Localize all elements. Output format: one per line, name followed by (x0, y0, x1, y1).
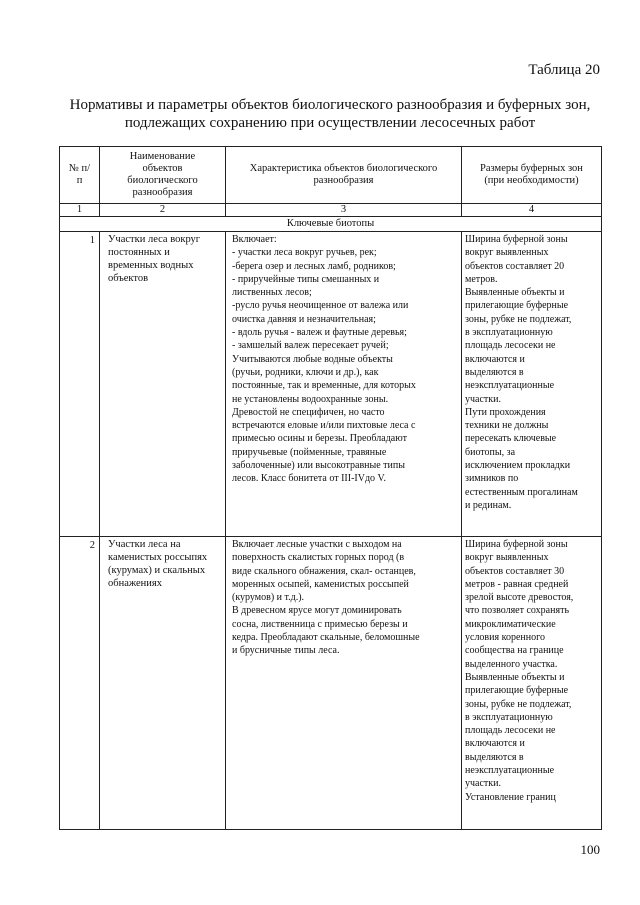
text-line: выделенного участка. (465, 658, 558, 670)
header-characteristics: Характеристика объектов биологического разнообразия (226, 147, 462, 204)
text-line: поверхность скалистых горных пород (в (232, 552, 405, 564)
text-line: площадь лесосеки не (465, 340, 556, 352)
text-line: не установлены водоохранные зоны. (232, 393, 389, 405)
text-line: Учитываются любые водные объекты (232, 353, 393, 365)
row-number: 2 (60, 537, 100, 830)
text-line: выделяются в (465, 751, 524, 763)
text-line: приручьевые (пойменные, травяные (232, 446, 387, 458)
text-line: - замшелый валеж пересекает ручей; (232, 340, 389, 352)
section-title: Ключевые биотопы (60, 217, 602, 232)
object-characteristics (226, 537, 462, 830)
text-line: Установление границ (465, 791, 556, 803)
text-line: прилегающие буферные (465, 685, 569, 697)
text-line: лесов. Класс бонитета от III-IVдо V. (232, 473, 386, 485)
text-line: Включает: (232, 234, 277, 245)
text-line: зрелой высоте древостоя, (465, 592, 574, 604)
page-title: Нормативы и параметры объектов биологического разнообразия и буферных зон, подлежащих сохранению при осуществлении лесосечных работ (69, 97, 591, 131)
table-header-row (60, 147, 602, 204)
text-line: в эксплуатационную (465, 711, 553, 723)
text-line: объектов составляет 20 (465, 260, 565, 272)
object-name: Участки леса на каменистых россыпях (курумах) и скальных обнажениях (100, 537, 226, 830)
text-line: моренных осыпей, каменистых россыпей (232, 578, 409, 590)
column-number: 1 (60, 204, 100, 217)
text-line: объектов составляет 30 (465, 565, 565, 577)
text-line: биотопы, за (465, 446, 516, 458)
table-row (60, 232, 602, 537)
text-line: метров. (465, 273, 498, 285)
text-line: - участки леса вокруг ручьев, рек; (232, 247, 377, 259)
text-line: естественным прогалинам (465, 486, 578, 498)
text-line: техники не должны (465, 420, 549, 432)
text-line: и рединам. (465, 499, 512, 511)
text-line: Ширина буферной зоны (465, 539, 568, 550)
text-line: сообщества на границе (465, 645, 564, 657)
column-number: 3 (226, 204, 462, 217)
text-line: -русло ручья неочищенное от валежа или (232, 300, 409, 312)
text-line: зоны, рубке не подлежат, (465, 698, 572, 710)
text-line: микроклиматические (465, 618, 556, 630)
text-line: - вдоль ручья - валеж и фаутные деревья; (232, 327, 407, 339)
text-line: постоянные, так и временные, для которых (232, 380, 416, 392)
text-line: Выявленные объекты и (465, 287, 565, 299)
object-characteristics (226, 232, 462, 537)
text-line: Древостой не специфичен, но часто (232, 406, 385, 418)
biodiversity-table (59, 146, 602, 830)
text-line: неэксплуатационные (465, 765, 555, 777)
text-line: выделяются в (465, 366, 524, 378)
text-line: пересекать ключевые (465, 433, 557, 445)
text-line: неэксплуатационные (465, 380, 555, 392)
buffer-zone-size (462, 232, 602, 537)
text-line: Выявленные объекты и (465, 671, 565, 683)
text-line: виде скального обнажения, скал- останцев, (232, 565, 416, 577)
text-line: площадь лесосеки не (465, 725, 556, 737)
text-line: исключением прокладки (465, 460, 571, 472)
text-line: условия коренного (465, 632, 545, 644)
text-line: очистка давняя и незначительная; (232, 313, 376, 325)
header-number: № п/п (60, 147, 100, 204)
text-line: прилегающие буферные (465, 300, 569, 312)
text-line: В древесном ярусе могут доминировать (232, 605, 402, 617)
text-line: сосна, лиственница с примесью березы и (232, 618, 408, 630)
column-numbers-row (60, 204, 602, 217)
text-line: - приручейные типы смешанных и (232, 273, 380, 285)
text-line: и брусничные типы леса. (232, 645, 340, 657)
text-line: вокруг выявленных (465, 247, 549, 259)
object-name: Участки леса вокруг постоянных и временных водных объектов (100, 232, 226, 537)
text-line: метров - равная средней (465, 578, 569, 590)
table-row (60, 537, 602, 830)
text-line: Ширина буферной зоны (465, 234, 568, 245)
text-line: включаются и (465, 353, 525, 365)
column-number: 2 (100, 204, 226, 217)
table-caption: Таблица 20 (528, 62, 600, 78)
text-line: включаются и (465, 738, 525, 750)
header-name: Наименование объектов биологического разнообразия (100, 147, 226, 204)
text-line: что позволяет сохранять (465, 605, 569, 617)
row-number: 1 (60, 232, 100, 537)
text-line: лиственных лесов; (232, 287, 312, 299)
text-line: примесью осины и березы. Преобладают (232, 433, 407, 445)
text-line: участки. (465, 778, 501, 790)
text-line: кедра. Преобладают скальные, беломошные (232, 632, 420, 644)
text-line: вокруг выявленных (465, 552, 549, 564)
buffer-zone-size (462, 537, 602, 830)
header-buffer-size: Размеры буферных зон (при необходимости) (462, 147, 602, 204)
text-line: зимников по (465, 473, 519, 485)
text-line: участки. (465, 393, 501, 405)
text-line: (курумов) и т.д.). (232, 592, 305, 604)
text-line: заболоченные) или высокотравные типы (232, 460, 405, 472)
text-line: в эксплуатационную (465, 327, 553, 339)
text-line: (ручьи, родники, ключи и др.), как (232, 366, 379, 378)
text-line: зоны, рубке не подлежат, (465, 313, 572, 325)
text-line: -берега озер и лесных ламб, родников; (232, 260, 396, 272)
column-number: 4 (462, 204, 602, 217)
text-line: Пути прохождения (465, 406, 546, 418)
section-row (60, 217, 602, 232)
page-number: 100 (580, 842, 600, 857)
text-line: Включает лесные участки с выходом на (232, 539, 402, 550)
text-line: встречаются еловые и/или пихтовые леса с (232, 420, 416, 432)
